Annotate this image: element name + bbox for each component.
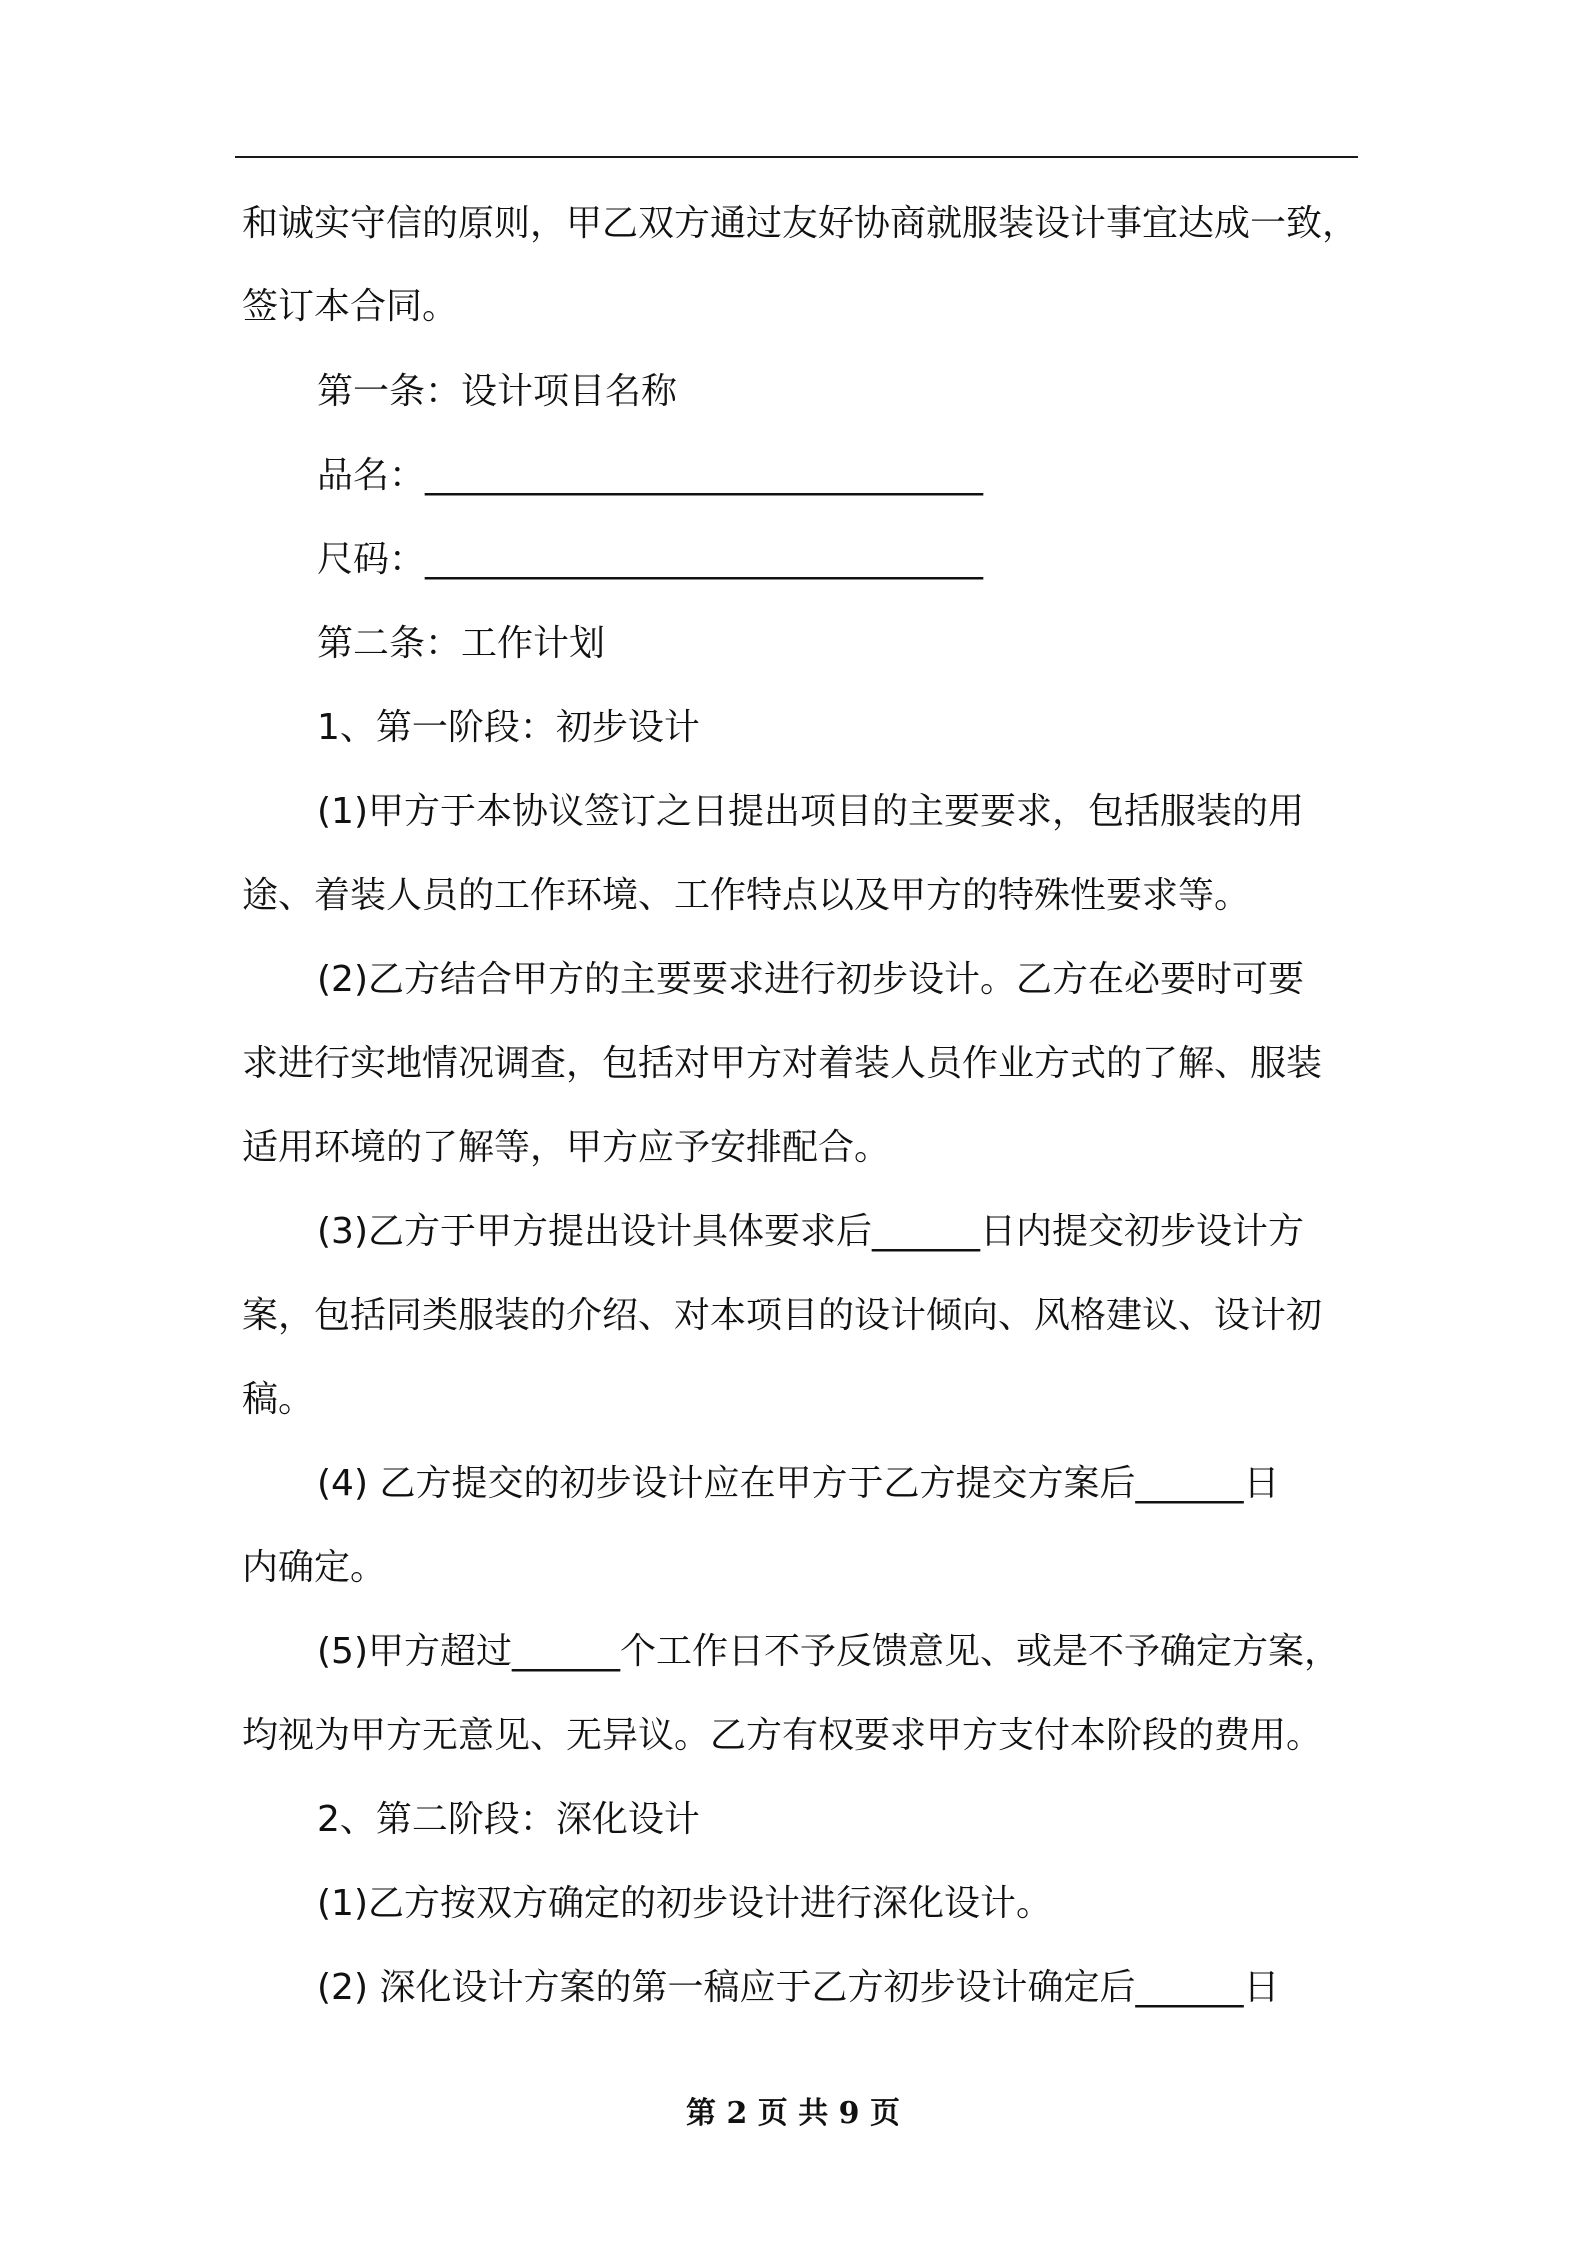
header-rule <box>235 156 1358 158</box>
article-heading: 第二条：工作计划 <box>317 623 606 664</box>
paragraph-line: 途、着装人员的工作环境、工作特点以及甲方的特殊性要求等。 <box>242 875 1251 916</box>
paragraph-line: 适用环境的了解等，甲方应予安排配合。 <box>242 1127 891 1168</box>
paragraph-line: (3)乙方于甲方提出设计具体要求后______日内提交初步设计方 <box>317 1211 1304 1252</box>
paragraph-line: (2) 深化设计方案的第一稿应于乙方初步设计确定后______日 <box>317 1967 1280 2008</box>
paragraph-line: (5)甲方超过______个工作日不予反馈意见、或是不予确定方案， <box>317 1631 1340 1672</box>
article-heading: 第一条：设计项目名称 <box>317 371 678 412</box>
paragraph-line: (1)乙方按双方确定的初步设计进行深化设计。 <box>317 1883 1052 1924</box>
paragraph-line: (2)乙方结合甲方的主要要求进行初步设计。乙方在必要时可要 <box>317 959 1304 1000</box>
product-name-field: 品名：_______________________________ <box>317 455 984 496</box>
stage-heading: 1、第一阶段：初步设计 <box>317 707 700 748</box>
paragraph-line: (4) 乙方提交的初步设计应在甲方于乙方提交方案后______日 <box>317 1463 1280 1504</box>
paragraph-line: 和诚实守信的原则，甲乙双方通过友好协商就服装设计事宜达成一致， <box>242 203 1359 244</box>
stage-heading: 2、第二阶段：深化设计 <box>317 1799 700 1840</box>
paragraph-line: 求进行实地情况调查，包括对甲方对着装人员作业方式的了解、服装 <box>242 1043 1323 1084</box>
page-number: 第 2 页 共 9 页 <box>686 2096 900 2131</box>
paragraph-line: 内确定。 <box>242 1547 387 1588</box>
size-field: 尺码：_______________________________ <box>317 539 984 580</box>
paragraph-line: 稿。 <box>242 1379 315 1420</box>
paragraph-line: 均视为甲方无意见、无异议。乙方有权要求甲方支付本阶段的费用。 <box>242 1715 1323 1756</box>
paragraph-line: 签订本合同。 <box>242 286 459 327</box>
paragraph-line: 案，包括同类服装的介绍、对本项目的设计倾向、风格建议、设计初 <box>242 1295 1323 1336</box>
paragraph-line: (1)甲方于本协议签订之日提出项目的主要要求，包括服装的用 <box>317 791 1304 832</box>
